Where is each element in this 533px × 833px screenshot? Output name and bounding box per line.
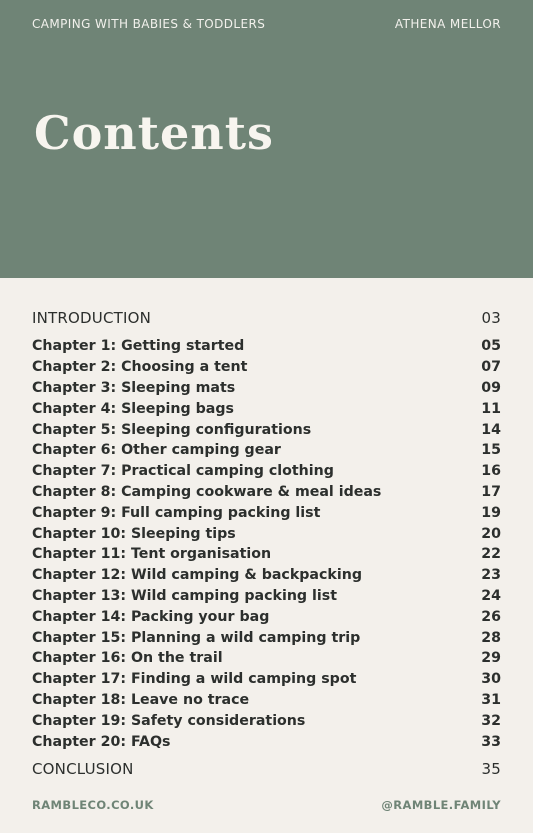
toc-entry-chapter[interactable] (32, 710, 501, 731)
toc-entry-label: Chapter 19: Safety considerations (32, 712, 306, 729)
toc-entry-label: Chapter 2: Choosing a tent (32, 359, 248, 376)
toc-entry-page: 09 (481, 379, 501, 396)
toc-entry-chapter[interactable] (32, 690, 501, 711)
toc-entry-page: 29 (481, 650, 501, 667)
toc-entry-page: 03 (481, 309, 501, 327)
toc-entry-page: 28 (481, 629, 501, 646)
toc-entry-label: Chapter 17: Finding a wild camping spot (32, 671, 357, 688)
toc-entry-chapter[interactable] (32, 606, 501, 627)
toc-entry-page: 19 (481, 504, 501, 521)
header-top-bar (32, 17, 501, 31)
toc-entry-chapter[interactable] (32, 482, 501, 503)
website-link[interactable]: RAMBLECO.CO.UK (32, 798, 154, 812)
toc-entry-page: 20 (481, 525, 501, 542)
toc-entry-label: Chapter 18: Leave no trace (32, 691, 250, 708)
toc-entry-chapter[interactable] (32, 419, 501, 440)
toc-entry-label: Chapter 20: FAQs (32, 733, 171, 750)
toc-entry-label: Chapter 7: Practical camping clothing (32, 463, 334, 480)
toc-entry-label: Chapter 6: Other camping gear (32, 442, 281, 459)
toc-entry-page: 32 (481, 712, 501, 729)
toc-entry-label: Chapter 9: Full camping packing list (32, 504, 321, 521)
toc-entry-chapter[interactable] (32, 586, 501, 607)
toc-entry-chapter[interactable] (32, 544, 501, 565)
toc-entry-page: 22 (481, 546, 501, 563)
toc-entry-chapter[interactable] (32, 502, 501, 523)
author-name: ATHENA MELLOR (394, 17, 501, 31)
toc-entry-chapter[interactable] (32, 565, 501, 586)
toc-entry-page: 35 (481, 760, 501, 779)
toc-entry-label: Chapter 4: Sleeping bags (32, 400, 234, 417)
toc-entry-introduction[interactable] (32, 308, 501, 328)
toc-entry-chapter[interactable] (32, 461, 501, 482)
toc-entry-label: Chapter 10: Sleeping tips (32, 525, 236, 542)
toc-entry-chapter[interactable] (32, 440, 501, 461)
toc-entry-chapter[interactable] (32, 336, 501, 357)
toc-entry-label: INTRODUCTION (32, 309, 152, 327)
toc-entry-page: 17 (481, 483, 501, 500)
toc-entry-chapter[interactable] (32, 648, 501, 669)
toc-entry-label: Chapter 16: On the trail (32, 650, 223, 667)
toc-entry-page: 14 (481, 421, 501, 438)
toc-entry-chapter[interactable] (32, 627, 501, 648)
toc-entry-label: Chapter 11: Tent organisation (32, 546, 272, 563)
toc-entry-label: Chapter 15: Planning a wild camping trip (32, 629, 361, 646)
toc-entry-page: 23 (481, 567, 501, 584)
toc-entry-label: Chapter 8: Camping cookware & meal ideas (32, 483, 382, 500)
toc-entry-page: 11 (481, 400, 501, 417)
chapter-list (32, 336, 501, 752)
header-banner (0, 0, 533, 278)
toc-entry-page: 05 (481, 338, 501, 355)
toc-entry-chapter[interactable] (32, 523, 501, 544)
toc-entry-page: 16 (481, 463, 501, 480)
toc-entry-label: Chapter 1: Getting started (32, 338, 245, 355)
toc-entry-page: 31 (481, 691, 501, 708)
toc-entry-chapter[interactable] (32, 731, 501, 752)
page-title: Contents (34, 106, 274, 160)
toc-entry-page: 33 (481, 733, 501, 750)
toc-entry-label: CONCLUSION (32, 760, 134, 779)
toc-entry-label: Chapter 5: Sleeping configurations (32, 421, 312, 438)
toc-entry-page: 07 (481, 359, 501, 376)
toc-entry-label: Chapter 3: Sleeping mats (32, 379, 236, 396)
toc-entry-page: 15 (481, 442, 501, 459)
toc-entry-chapter[interactable] (32, 357, 501, 378)
toc-entry-page: 24 (481, 587, 501, 604)
toc-entry-conclusion[interactable] (32, 759, 501, 780)
toc-entry-chapter[interactable] (32, 378, 501, 399)
toc-entry-label: Chapter 14: Packing your bag (32, 608, 270, 625)
footer (32, 798, 501, 812)
social-handle[interactable]: @RAMBLE.FAMILY (381, 798, 501, 812)
toc-entry-page: 26 (481, 608, 501, 625)
toc-entry-label: Chapter 13: Wild camping packing list (32, 587, 337, 604)
toc-entry-chapter[interactable] (32, 669, 501, 690)
book-series-title: CAMPING WITH BABIES & TODDLERS (32, 17, 266, 31)
toc-entry-label: Chapter 12: Wild camping & backpacking (32, 567, 362, 584)
toc-entry-page: 30 (481, 671, 501, 688)
toc-entry-chapter[interactable] (32, 398, 501, 419)
table-of-contents (32, 308, 501, 780)
